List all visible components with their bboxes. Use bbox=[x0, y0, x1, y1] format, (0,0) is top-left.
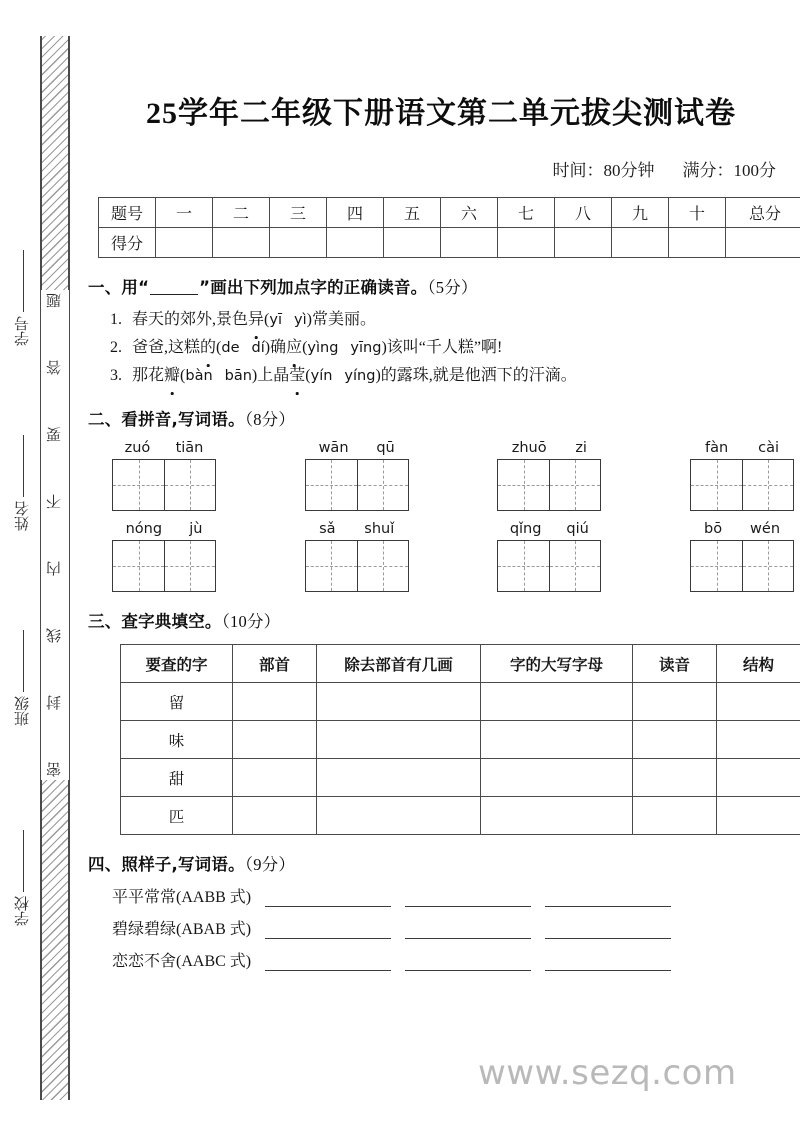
exam-meta bbox=[88, 132, 794, 181]
section-title-2: 看拼音,写词语。 bbox=[121, 410, 245, 429]
info-field-1 bbox=[6, 435, 40, 531]
pinyin-syllable: zuó bbox=[124, 440, 151, 456]
table-row bbox=[121, 797, 800, 835]
page-title: 25学年二年级下册语文第二单元拔尖测试卷 bbox=[146, 97, 736, 130]
answer-blank[interactable] bbox=[405, 969, 531, 971]
score-col-header: 九 bbox=[612, 198, 669, 228]
tianzige-cell[interactable] bbox=[498, 460, 549, 510]
score-col-header: 六 bbox=[441, 198, 498, 228]
info-field-label: 学号 bbox=[14, 316, 31, 346]
question-number: 2. bbox=[110, 339, 122, 356]
score-value-cell[interactable] bbox=[213, 228, 270, 258]
tianzige-cell[interactable] bbox=[549, 460, 600, 510]
pinyin-syllable: bō bbox=[704, 521, 723, 537]
question-text: 爸爸,这糕 bbox=[132, 339, 201, 356]
column-header: 读音 bbox=[633, 645, 717, 683]
section-points-2: （8分） bbox=[244, 410, 296, 429]
answer-cell-radical[interactable] bbox=[233, 721, 317, 759]
pinyin-syllable: qǐng bbox=[509, 521, 542, 537]
info-field-label: 班级 bbox=[14, 696, 31, 726]
answer-cell-radical[interactable] bbox=[233, 797, 317, 835]
pinyin-option[interactable]: dí bbox=[251, 340, 265, 356]
seal-line-text bbox=[41, 290, 69, 780]
tianzige-box[interactable] bbox=[305, 459, 409, 511]
section-points-4: （9分） bbox=[244, 855, 296, 874]
info-field-rule bbox=[23, 830, 24, 892]
word-pattern-example: 平平常常(AABB 式) bbox=[112, 889, 252, 906]
tianzige-cell[interactable] bbox=[306, 541, 357, 591]
score-col-header: 四 bbox=[327, 198, 384, 228]
pinyin-word-cell bbox=[690, 440, 794, 511]
answer-cell-structure[interactable] bbox=[717, 797, 800, 835]
pinyin-option[interactable]: de bbox=[221, 340, 240, 356]
score-col-header: 八 bbox=[555, 198, 612, 228]
answer-blank[interactable] bbox=[265, 905, 391, 907]
info-field-3 bbox=[6, 830, 40, 926]
column-header: 字的大写字母 bbox=[481, 645, 633, 683]
tianzige-cell[interactable] bbox=[357, 460, 408, 510]
pinyin-word-cell bbox=[497, 521, 601, 592]
full-score-label: 满分：100分 bbox=[682, 161, 776, 180]
info-field-2 bbox=[6, 630, 40, 726]
section-number-1: 一、 bbox=[88, 278, 122, 297]
pinyin-word-cell bbox=[305, 440, 409, 511]
pinyin-syllable: qū bbox=[376, 440, 395, 456]
word-pattern-row bbox=[88, 939, 794, 971]
question-text: 春天的郊外,景色 bbox=[132, 311, 249, 328]
pinyin-word-cell bbox=[112, 440, 216, 511]
total-value-cell[interactable] bbox=[726, 228, 800, 258]
pinyin-grid-area bbox=[88, 430, 794, 592]
site-watermark: www.sezq.com bbox=[478, 1053, 737, 1093]
table-row bbox=[121, 759, 800, 797]
tianzige-box[interactable] bbox=[112, 540, 216, 592]
pinyin-syllable: fàn bbox=[704, 440, 729, 456]
dotted-character: 应 bbox=[286, 334, 302, 362]
answer-cell-radical[interactable] bbox=[233, 683, 317, 721]
pinyin-syllable: wén bbox=[750, 521, 781, 537]
pinyin-option[interactable]: yī bbox=[269, 312, 282, 328]
answer-cell-letter[interactable] bbox=[481, 683, 633, 721]
question-text: )确 bbox=[264, 339, 287, 356]
score-col-header: 五 bbox=[384, 198, 441, 228]
seal-char-6: 答 bbox=[46, 360, 63, 375]
pinyin-option[interactable]: bàn bbox=[185, 368, 213, 384]
pinyin-option[interactable]: yīng bbox=[350, 340, 382, 356]
section-title-post-1: ”画出下列加点字的正确读音。 bbox=[199, 278, 428, 297]
section-number-2: 二、 bbox=[88, 410, 122, 429]
section-heading-3 bbox=[88, 592, 794, 632]
pinyin-label bbox=[497, 440, 601, 456]
question-text: 那花 bbox=[132, 367, 165, 384]
score-col-header: 一 bbox=[156, 198, 213, 228]
underline-placeholder bbox=[150, 294, 198, 295]
tianzige-cell[interactable] bbox=[742, 460, 793, 510]
query-character-cell: 留 bbox=[121, 683, 233, 721]
tianzige-box[interactable] bbox=[497, 459, 601, 511]
answer-cell-strokes[interactable] bbox=[317, 797, 481, 835]
tianzige-cell[interactable] bbox=[164, 541, 215, 591]
score-value-cell[interactable] bbox=[441, 228, 498, 258]
answer-cell-letter[interactable] bbox=[481, 759, 633, 797]
column-header: 除去部首有几画 bbox=[317, 645, 481, 683]
word-pattern-row bbox=[88, 875, 794, 907]
question-text: ( bbox=[305, 367, 311, 384]
answer-cell-reading[interactable] bbox=[633, 797, 717, 835]
pinyin-label bbox=[112, 521, 216, 537]
score-value-cell[interactable] bbox=[270, 228, 327, 258]
pinyin-syllable: cài bbox=[758, 440, 780, 456]
tianzige-cell[interactable] bbox=[113, 460, 164, 510]
seal-char-0: 密 bbox=[46, 762, 63, 777]
word-pattern-area bbox=[88, 875, 794, 971]
score-table bbox=[98, 197, 800, 258]
pinyin-option[interactable]: yíng bbox=[344, 368, 376, 384]
pinyin-grid-row bbox=[88, 430, 794, 511]
answer-blank[interactable] bbox=[545, 969, 671, 971]
pinyin-option[interactable]: bān bbox=[224, 368, 252, 384]
pinyin-label bbox=[305, 521, 409, 537]
answer-cell-structure[interactable] bbox=[717, 683, 800, 721]
tianzige-cell[interactable] bbox=[742, 541, 793, 591]
section-heading-4 bbox=[88, 835, 794, 875]
pinyin-syllable: jù bbox=[189, 521, 203, 537]
exam-paper-body bbox=[88, 0, 794, 1131]
score-value-cell[interactable] bbox=[384, 228, 441, 258]
time-label: 时间：80分钟 bbox=[552, 161, 655, 180]
answer-cell-letter[interactable] bbox=[481, 797, 633, 835]
seal-char-3: 内 bbox=[46, 561, 63, 576]
tianzige-cell[interactable] bbox=[113, 541, 164, 591]
answer-cell-radical[interactable] bbox=[233, 759, 317, 797]
score-col-header: 三 bbox=[270, 198, 327, 228]
info-field-0 bbox=[6, 250, 40, 346]
section-number-4: 四、 bbox=[88, 855, 122, 874]
tianzige-cell[interactable] bbox=[691, 541, 742, 591]
pinyin-option[interactable]: yín bbox=[310, 368, 333, 384]
table-row bbox=[121, 683, 800, 721]
answer-blank[interactable] bbox=[545, 905, 671, 907]
word-pattern-example: 碧绿碧绿(ABAB 式) bbox=[112, 921, 252, 938]
score-col-header: 七 bbox=[498, 198, 555, 228]
pinyin-syllable: zi bbox=[575, 440, 587, 456]
pinyin-syllable: zhuō bbox=[511, 440, 547, 456]
question-item bbox=[110, 362, 794, 390]
pinyin-label bbox=[690, 521, 794, 537]
seal-char-1: 封 bbox=[46, 695, 63, 710]
section-title-pre-1: 用“ bbox=[121, 278, 150, 297]
question-item bbox=[110, 334, 794, 362]
question-text: ( bbox=[180, 367, 186, 384]
question-text: )该叫“千人糕”啊! bbox=[381, 339, 503, 356]
section-heading-1 bbox=[88, 258, 794, 298]
tianzige-box[interactable] bbox=[305, 540, 409, 592]
section-number-3: 三、 bbox=[88, 612, 122, 631]
query-character-cell: 匹 bbox=[121, 797, 233, 835]
info-field-rule bbox=[23, 630, 24, 692]
info-field-rule bbox=[23, 435, 24, 497]
query-character-cell: 味 bbox=[121, 721, 233, 759]
dotted-character: 瓣 bbox=[164, 362, 180, 390]
section-points-3: （10分） bbox=[221, 612, 281, 631]
pinyin-option[interactable]: yìng bbox=[307, 340, 339, 356]
pinyin-syllable: shuǐ bbox=[364, 521, 395, 537]
score-row-label: 得分 bbox=[99, 228, 156, 258]
section-title-3: 查字典填空。 bbox=[121, 612, 222, 631]
section-heading-2 bbox=[88, 390, 794, 430]
tianzige-cell[interactable] bbox=[357, 541, 408, 591]
pinyin-syllable: nóng bbox=[125, 521, 163, 537]
pinyin-word-cell bbox=[497, 440, 601, 511]
column-header: 要查的字 bbox=[121, 645, 233, 683]
score-value-cell[interactable] bbox=[669, 228, 726, 258]
score-value-cell[interactable] bbox=[555, 228, 612, 258]
seal-char-2: 线 bbox=[46, 628, 63, 643]
student-info-column bbox=[6, 250, 40, 970]
tianzige-box[interactable] bbox=[690, 540, 794, 592]
answer-cell-structure[interactable] bbox=[717, 721, 800, 759]
tianzige-cell[interactable] bbox=[498, 541, 549, 591]
dotted-character: 的 bbox=[200, 334, 216, 362]
question-text: )的露珠,就是他洒下的汗滴。 bbox=[375, 367, 577, 384]
dotted-character: 异 bbox=[248, 306, 264, 334]
score-value-cell[interactable] bbox=[327, 228, 384, 258]
dictionary-lookup-table bbox=[120, 644, 800, 835]
pinyin-word-cell bbox=[690, 521, 794, 592]
tianzige-box[interactable] bbox=[497, 540, 601, 592]
answer-blank[interactable] bbox=[265, 969, 391, 971]
column-header: 结构 bbox=[717, 645, 800, 683]
question-item bbox=[110, 306, 794, 334]
pinyin-label bbox=[112, 440, 216, 456]
answer-cell-strokes[interactable] bbox=[317, 683, 481, 721]
seal-char-4: 不 bbox=[46, 494, 63, 509]
pinyin-syllable: tiān bbox=[175, 440, 204, 456]
score-col-header: 十 bbox=[669, 198, 726, 228]
score-col-header: 二 bbox=[213, 198, 270, 228]
section-title-4: 照样子,写词语。 bbox=[121, 855, 245, 874]
tianzige-box[interactable] bbox=[690, 459, 794, 511]
question-text: )常美丽。 bbox=[306, 311, 376, 328]
question-list-1 bbox=[88, 298, 794, 390]
table-header-row bbox=[121, 645, 800, 683]
question-text: ( bbox=[216, 339, 222, 356]
answer-cell-reading[interactable] bbox=[633, 721, 717, 759]
pinyin-label bbox=[690, 440, 794, 456]
score-table-row bbox=[99, 228, 800, 258]
answer-blank[interactable] bbox=[545, 937, 671, 939]
tianzige-box[interactable] bbox=[112, 459, 216, 511]
pinyin-grid-row bbox=[88, 511, 794, 592]
answer-cell-reading[interactable] bbox=[633, 683, 717, 721]
table-row bbox=[121, 721, 800, 759]
pinyin-word-cell bbox=[305, 521, 409, 592]
tianzige-cell[interactable] bbox=[306, 460, 357, 510]
pinyin-syllable: sǎ bbox=[319, 521, 336, 537]
answer-cell-strokes[interactable] bbox=[317, 721, 481, 759]
dotted-character: 莹 bbox=[289, 362, 305, 390]
pinyin-label bbox=[497, 521, 601, 537]
question-text: )上晶 bbox=[251, 367, 290, 384]
seal-char-7: 题 bbox=[46, 293, 63, 308]
answer-blank[interactable] bbox=[265, 937, 391, 939]
answer-cell-strokes[interactable] bbox=[317, 759, 481, 797]
answer-blank[interactable] bbox=[405, 905, 531, 907]
seal-char-5: 要 bbox=[46, 427, 63, 442]
score-table-row bbox=[99, 198, 800, 228]
total-header: 总分 bbox=[726, 198, 800, 228]
tianzige-cell[interactable] bbox=[164, 460, 215, 510]
info-field-label: 姓名 bbox=[14, 501, 31, 531]
score-value-cell[interactable] bbox=[156, 228, 213, 258]
info-field-label: 学校 bbox=[14, 896, 31, 926]
score-value-cell[interactable] bbox=[612, 228, 669, 258]
question-number: 1. bbox=[110, 311, 122, 328]
pinyin-word-cell bbox=[112, 521, 216, 592]
pinyin-label bbox=[305, 440, 409, 456]
score-row-label: 题号 bbox=[99, 198, 156, 228]
answer-cell-letter[interactable] bbox=[481, 721, 633, 759]
question-text: ( bbox=[302, 339, 308, 356]
tianzige-cell[interactable] bbox=[549, 541, 600, 591]
pinyin-syllable: qiú bbox=[566, 521, 589, 537]
word-pattern-example: 恋恋不舍(AABC 式) bbox=[112, 953, 252, 970]
question-number: 3. bbox=[110, 367, 122, 384]
query-character-cell: 甜 bbox=[121, 759, 233, 797]
score-value-cell[interactable] bbox=[498, 228, 555, 258]
section-points-1: （5分） bbox=[427, 278, 478, 297]
answer-cell-structure[interactable] bbox=[717, 759, 800, 797]
word-pattern-row bbox=[88, 907, 794, 939]
question-text: ( bbox=[264, 311, 270, 328]
pinyin-option[interactable]: yì bbox=[293, 312, 307, 328]
answer-blank[interactable] bbox=[405, 937, 531, 939]
pinyin-syllable: wān bbox=[318, 440, 349, 456]
answer-cell-reading[interactable] bbox=[633, 759, 717, 797]
tianzige-cell[interactable] bbox=[691, 460, 742, 510]
info-field-rule bbox=[23, 250, 24, 312]
column-header: 部首 bbox=[233, 645, 317, 683]
